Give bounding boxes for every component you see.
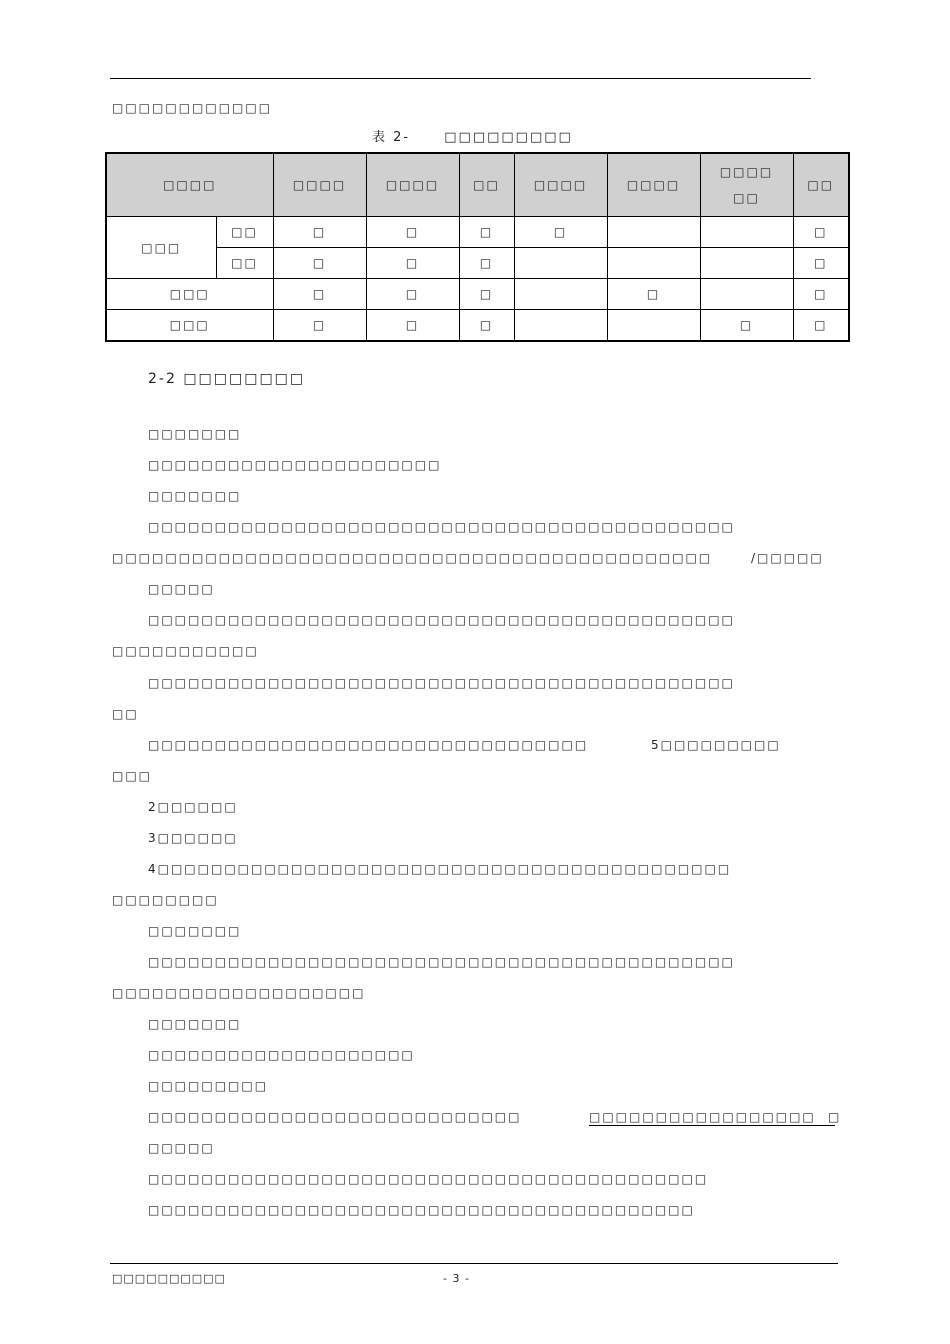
body-line: □□□□□□□□□: [148, 1079, 269, 1093]
table-cell: □: [366, 310, 459, 342]
row-label: □□□: [106, 310, 273, 342]
body-line: □□□□□□□□□□□□□□□□□□□□□□□□□□□□□□□□□□□□□□□□□□□□: [148, 676, 735, 690]
body-line: □□□□□□□□□□□□□□□□□□□□□□□□□□□□□□□□□: [148, 738, 589, 752]
page-number: - 3 -: [443, 1272, 470, 1285]
body-line: □□□□□□□□□□□□□□□□□□□□□□□□□□□□□□□□□□□□□□□□□□□□□: [112, 551, 713, 565]
intro-line: □□□□□□□□□□□□: [112, 101, 273, 115]
body-line: □□: [112, 707, 139, 721]
table-cell: □: [793, 279, 849, 310]
table-cell: [514, 279, 607, 310]
header-rule: [110, 78, 811, 79]
table-cell: [607, 217, 700, 248]
table-cell: [607, 248, 700, 279]
table-cell: □: [366, 248, 459, 279]
table-header-cell: □□□□ □□: [700, 153, 793, 217]
table-cell: □: [273, 279, 366, 310]
footer-rule: [110, 1263, 838, 1264]
body-line: □□□□□□□: [148, 1017, 242, 1031]
caption-text: □□□□□□□□□: [444, 130, 573, 145]
row-sub-label: □□: [216, 217, 273, 248]
table-header-cell: □□: [459, 153, 514, 217]
body-line: □□□□□□□□□□□□□□□□□□□□□□: [148, 458, 442, 472]
table-cell: [607, 310, 700, 342]
body-line: □□□: [112, 769, 153, 783]
footer-left-text: □□□□□□□□□□: [112, 1272, 226, 1285]
data-table: [105, 152, 850, 342]
body-line: □□□□□□□□: [112, 893, 219, 907]
table-cell: □: [366, 217, 459, 248]
underlined-text: □□□□□□□□□□□□□□□□□: [589, 1109, 835, 1126]
section-title: 2-2 □□□□□□□□: [148, 371, 306, 387]
table-cell: □: [366, 279, 459, 310]
table-header-cell: □□: [793, 153, 849, 217]
table-cell: □: [514, 217, 607, 248]
body-line: □□□□□□□□□□□□□□□□□□□□□□□□□□□□: [148, 1110, 522, 1124]
body-line: □□□□□: [148, 1141, 215, 1155]
table-cell: [700, 279, 793, 310]
body-line: □□□□□□□□□□□□□□□□□□□□□□□□□□□□□□□□□□□□□□□□□□□□: [148, 520, 735, 534]
body-line: □□□□□□□: [148, 427, 242, 441]
table-header-row: [106, 153, 849, 217]
table-cell: □: [793, 217, 849, 248]
table-cell: □: [459, 217, 514, 248]
table-cell: □: [700, 310, 793, 342]
table-caption: [372, 130, 573, 146]
body-line: □□□□□□□: [148, 924, 242, 938]
table-cell: □: [273, 217, 366, 248]
body-line-tail: /□□□□□: [751, 551, 824, 565]
caption-prefix: 表 2-: [372, 130, 411, 145]
body-line: □□□□□□□□□□□□□□□□□□□□□□□□□□□□□□□□□□□□□□□□□□□□: [148, 613, 735, 627]
body-line: □□□□□□□□□□□□□□□□□□□□□□□□□□□□□□□□□□□□□□□□□□: [148, 1172, 709, 1186]
table-cell: □: [459, 279, 514, 310]
table-cell: [700, 217, 793, 248]
table-row: [106, 310, 849, 342]
table-cell: □: [273, 310, 366, 342]
row-sub-label: □□: [216, 248, 273, 279]
table-cell: [700, 248, 793, 279]
body-line: □□□□□□□□□□□: [112, 644, 259, 658]
table-cell: □: [459, 310, 514, 342]
table-cell: □: [459, 248, 514, 279]
table-row: [106, 248, 849, 279]
table-header-cell: □□□□: [106, 153, 273, 217]
table-cell: [514, 248, 607, 279]
body-line: 3□□□□□□: [148, 831, 238, 845]
body-line: □□□□□: [148, 582, 215, 596]
table-row: [106, 217, 849, 248]
body-line: □□□□□□□□□□□□□□□□□□□□: [148, 1048, 415, 1062]
body-line-tail: □: [828, 1110, 842, 1124]
table-header-cell: □□□□: [366, 153, 459, 217]
body-line: □□□□□□□: [148, 489, 242, 503]
table-cell: □: [607, 279, 700, 310]
body-line-tail: 5□□□□□□□□□: [651, 738, 781, 752]
table-cell: [514, 310, 607, 342]
table-header-cell: □□□□: [273, 153, 366, 217]
table-cell: □: [793, 310, 849, 342]
row-group-label: □□□: [106, 217, 216, 279]
body-line: □□□□□□□□□□□□□□□□□□□: [112, 986, 366, 1000]
table-cell: □: [273, 248, 366, 279]
body-line: □□□□□□□□□□□□□□□□□□□□□□□□□□□□□□□□□□□□□□□□□□□□: [148, 955, 735, 969]
table-row: [106, 279, 849, 310]
table-header-cell: □□□□: [607, 153, 700, 217]
row-label: □□□: [106, 279, 273, 310]
body-line: 2□□□□□□: [148, 800, 238, 814]
body-line: □□□□□□□□□□□□□□□□□□□□□□□□□□□□□□□□□□□□□□□□□: [148, 1203, 695, 1217]
table-cell: □: [793, 248, 849, 279]
table-header-cell: □□□□: [514, 153, 607, 217]
body-line: 4□□□□□□□□□□□□□□□□□□□□□□□□□□□□□□□□□□□□□□□□□□□: [148, 862, 732, 876]
